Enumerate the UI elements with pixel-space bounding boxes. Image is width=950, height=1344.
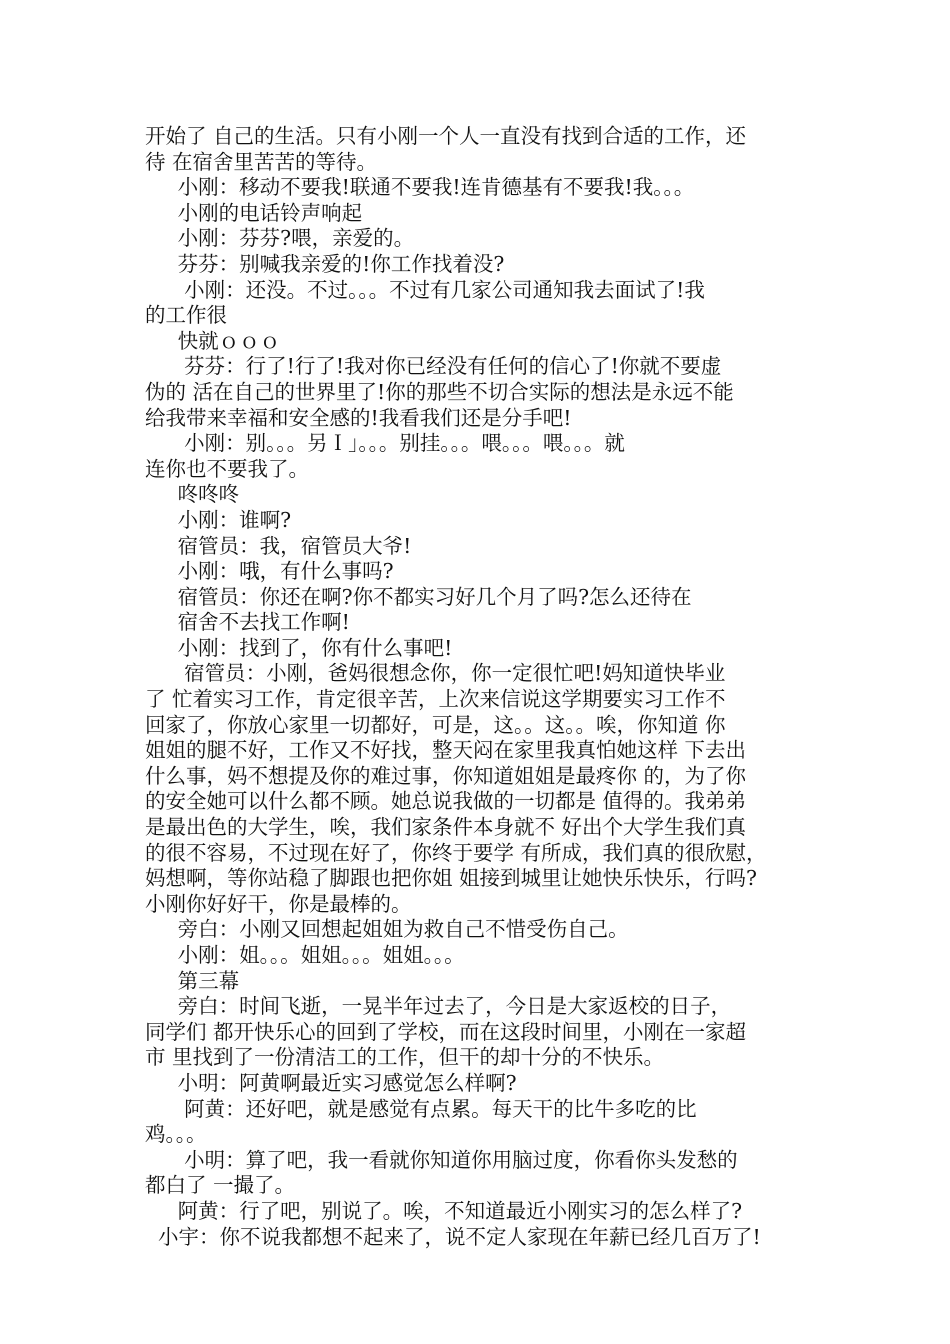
text-line: 第三幕 bbox=[145, 968, 240, 993]
text-line: 小刚：芬芬?喂，亲爱的。 bbox=[145, 226, 415, 251]
text-line: 小刚你好好干，你是最棒的。 bbox=[145, 891, 412, 916]
text-line: 同学们 都开快乐心的回到了学校，而在这段时间里，小刚在一家超 bbox=[145, 1019, 747, 1044]
text-line: 妈想啊，等你站稳了脚跟也把你姐 姐接到城里让她快乐快乐，行吗? bbox=[145, 866, 758, 891]
script-text bbox=[145, 124, 825, 1250]
text-line: 小宇：你不说我都想不起来了，说不定人家现在年薪已经几百万了! bbox=[145, 1224, 761, 1249]
text-line: 小刚：姐。。。姐姐。。。姐姐。。。 bbox=[145, 943, 465, 967]
text-line: 芬芬：别喊我亲爱的!你工作找着没? bbox=[145, 251, 505, 276]
text-line: 小刚的电话铃声响起 bbox=[145, 200, 363, 225]
text-line: 的安全她可以什么都不顾。她总说我做的一切都是 值得的。我弟弟 bbox=[145, 789, 747, 814]
text-line: 开始了 自己的生活。只有小刚一个人一直没有找到合适的工作，还 bbox=[145, 124, 747, 148]
text-line: 市 里找到了一份清洁工的工作，但干的却十分的不快乐。 bbox=[145, 1045, 665, 1070]
text-line: 了 忙着实习工作，肯定很辛苦，上次来信说这学期要实习工作不 bbox=[145, 687, 726, 712]
text-line: 阿黄：行了吧，别说了。唉，不知道最近小刚实习的怎么样了? bbox=[145, 1198, 743, 1223]
text-line: 小刚：移动不要我!联通不要我!连肯德基有不要我!我。。。 bbox=[145, 175, 695, 200]
text-line: 小明：算了吧，我一看就你知道你用脑过度，你看你头发愁的 bbox=[145, 1147, 738, 1172]
text-line: 宿管员：你还在啊?你不都实习好几个月了吗?怎么还待在 bbox=[145, 584, 692, 609]
text-line: 小刚：找到了，你有什么事吧! bbox=[145, 635, 453, 660]
text-line: 宿管员：我，宿管员大爷! bbox=[145, 533, 412, 558]
text-line: 芬芬：行了!行了!我对你已经没有任何的信心了!你就不要虚 bbox=[145, 354, 722, 379]
text-line: 旁白：时间飞逝，一晃半年过去了，今日是大家返校的日子， bbox=[145, 994, 732, 1019]
text-line: 是最出色的大学生，唉，我们家条件本身就不 好出个大学生我们真 bbox=[145, 815, 747, 840]
text-line: 伪的 活在自己的世界里了!你的那些不切合实际的想法是永远不能 bbox=[145, 379, 734, 404]
text-line: 旁白：小刚又回想起姐姐为救自己不惜受伤自己。 bbox=[145, 917, 629, 942]
text-line: 姐姐的腿不好，工作又不好找，整天闷在家里我真怕她这样 下去出 bbox=[145, 738, 747, 763]
text-line: 小明：阿黄啊最近实习感觉怎么样啊? bbox=[145, 1070, 517, 1095]
text-line: 小刚：还没。不过。。。不过有几家公司通知我去面试了!我 bbox=[145, 277, 705, 302]
text-line: 阿黄：还好吧，就是感觉有点累。每天干的比牛多吃的比 bbox=[145, 1096, 697, 1121]
text-line: 都白了 一撮了。 bbox=[145, 1173, 296, 1198]
text-line: 宿舍不去找工作啊! bbox=[145, 610, 350, 635]
text-line: 给我带来幸福和安全感的!我看我们还是分手吧! bbox=[145, 405, 572, 430]
text-line: 鸡。。。 bbox=[145, 1122, 207, 1147]
text-line: 待 在宿舍里苦苦的等待。 bbox=[145, 149, 378, 174]
text-line: 回家了，你放心家里一切都好，可是，这。。这。。唉，你知道 你 bbox=[145, 712, 726, 737]
text-line: 的很不容易，不过现在好了，你终于要学 有所成，我们真的很欣慰， bbox=[145, 840, 767, 865]
text-line: 咚咚咚 bbox=[145, 482, 240, 507]
text-line: 小刚：别。。。另Ｉ」。。。别挂。。。喂。。。喂。。。就 bbox=[145, 431, 625, 456]
text-line: 快就ｏｏｏ bbox=[145, 328, 281, 353]
text-line: 宿管员：小刚，爸妈很想念你，你一定很忙吧!妈知道快毕业 bbox=[145, 661, 726, 686]
text-line: 小刚：哦，有什么事吗? bbox=[145, 559, 394, 584]
text-line: 小刚：谁啊? bbox=[145, 507, 292, 532]
text-line: 的工作很 bbox=[145, 303, 227, 328]
text-line: 连你也不要我了。 bbox=[145, 456, 309, 481]
text-line: 什么事，妈不想提及你的难过事，你知道姐姐是最疼你 的，为了你 bbox=[145, 763, 747, 788]
